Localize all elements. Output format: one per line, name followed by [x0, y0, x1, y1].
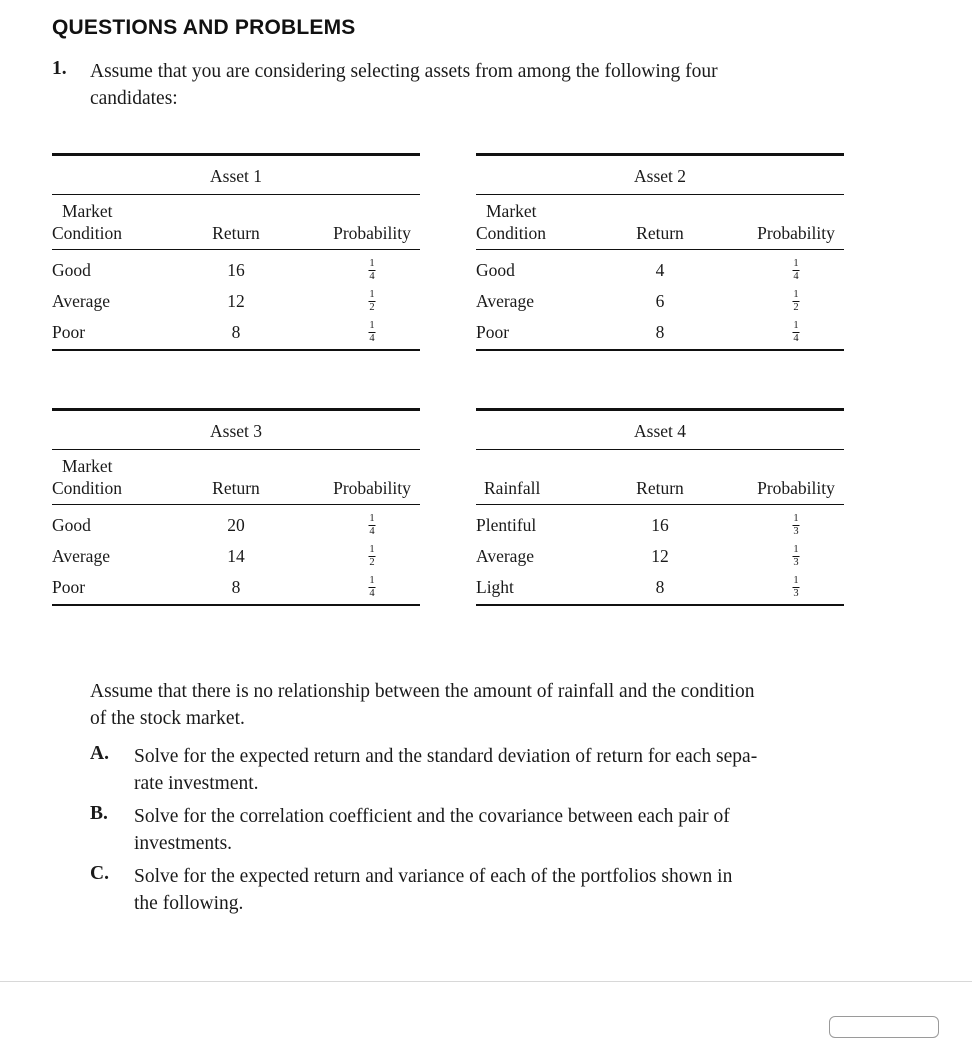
table-top-rule [476, 153, 844, 156]
row-probability [369, 514, 376, 537]
row-condition: Poor [52, 322, 86, 342]
prob-denominator: 3 [793, 526, 799, 537]
prob-denominator: 4 [369, 271, 375, 282]
prob-denominator: 4 [793, 333, 799, 344]
row-probability [793, 290, 800, 313]
row-condition: Good [476, 260, 515, 280]
row-condition: Average [52, 291, 110, 311]
assumption-line2: of the stock market. [90, 708, 245, 729]
row-probability [369, 576, 376, 599]
part-label-c: C. [90, 863, 109, 884]
header-rule [52, 504, 420, 505]
row-return: 6 [655, 291, 665, 311]
col-header-return: Return [636, 478, 684, 498]
prob-numerator: 1 [369, 289, 375, 300]
prob-numerator: 1 [793, 289, 799, 300]
col-header-probability: Probability [757, 223, 835, 243]
table-title: Asset 1 [209, 166, 263, 186]
prob-denominator: 2 [369, 302, 375, 313]
part-label-b: B. [90, 803, 108, 824]
table-bottom-rule [52, 349, 420, 351]
prob-denominator: 3 [793, 557, 799, 568]
table-title-rule [52, 194, 420, 195]
col-header-condition-line1: Market [62, 201, 113, 221]
prob-numerator: 1 [369, 320, 375, 331]
row-return: 8 [655, 322, 665, 342]
part-c-line2: the following. [134, 893, 244, 914]
prob-numerator: 1 [369, 544, 375, 555]
col-header-rainfall: Rainfall [484, 478, 541, 498]
col-header-return: Return [212, 478, 260, 498]
prob-denominator: 2 [793, 302, 799, 313]
prob-numerator: 1 [793, 258, 799, 269]
row-condition: Good [52, 260, 91, 280]
row-condition: Light [476, 577, 514, 597]
part-c-line1: Solve for the expected return and variance of each of the portfolios shown in [134, 866, 733, 887]
col-header-condition-line2: Condition [52, 478, 123, 498]
row-probability [369, 259, 376, 282]
col-header-return: Return [212, 223, 260, 243]
asset-table-4 [476, 408, 844, 608]
table-title-rule [476, 449, 844, 450]
table-title: Asset 4 [633, 421, 687, 441]
prob-denominator: 4 [369, 333, 375, 344]
footer-divider [0, 981, 972, 982]
part-b-line1: Solve for the correlation coefficient and the covariance between each pair of [134, 806, 730, 827]
table-title: Asset 2 [633, 166, 687, 186]
header-rule [52, 249, 420, 250]
row-return: 8 [231, 322, 241, 342]
header-rule [476, 504, 844, 505]
row-return: 12 [651, 546, 669, 566]
table-bottom-rule [476, 349, 844, 351]
prob-denominator: 4 [369, 588, 375, 599]
row-condition: Plentiful [476, 515, 537, 535]
table-top-rule [52, 408, 420, 411]
col-header-condition-line2: Condition [476, 223, 547, 243]
part-c-text [134, 863, 844, 917]
row-return: 4 [655, 260, 665, 280]
row-probability [369, 545, 376, 568]
table-title: Asset 3 [209, 421, 263, 441]
part-label-a: A. [90, 743, 109, 764]
col-header-probability: Probability [757, 478, 835, 498]
prob-numerator: 1 [793, 320, 799, 331]
col-header-probability: Probability [333, 223, 411, 243]
question-intro-line2: candidates: [90, 88, 178, 109]
row-return: 14 [227, 546, 245, 566]
row-condition: Poor [52, 577, 86, 597]
part-b-line2: investments. [134, 833, 233, 854]
col-header-probability: Probability [333, 478, 411, 498]
prob-denominator: 3 [793, 588, 799, 599]
question-intro-line1: Assume that you are considering selecting assets from among the following four [90, 61, 718, 82]
table-title-rule [52, 449, 420, 450]
row-probability [369, 290, 376, 313]
col-header-condition-line1: Market [62, 456, 113, 476]
prob-numerator: 1 [369, 513, 375, 524]
row-condition: Average [52, 546, 110, 566]
table-title-rule [476, 194, 844, 195]
row-probability [369, 321, 376, 344]
row-probability [793, 545, 800, 568]
row-return: 16 [227, 260, 245, 280]
row-return: 16 [651, 515, 669, 535]
col-header-condition-line2: Condition [52, 223, 123, 243]
assumption-paragraph [90, 678, 844, 732]
prob-denominator: 4 [369, 526, 375, 537]
row-condition: Average [476, 546, 534, 566]
table-bottom-rule [52, 604, 420, 606]
prob-numerator: 1 [369, 258, 375, 269]
row-condition: Good [52, 515, 91, 535]
asset-table-3 [52, 408, 420, 608]
part-b-text [134, 803, 844, 857]
question-number: 1. [52, 58, 67, 79]
corner-button[interactable] [829, 1016, 939, 1038]
row-probability [793, 259, 800, 282]
prob-numerator: 1 [793, 513, 799, 524]
row-return: 8 [655, 577, 665, 597]
row-condition: Average [476, 291, 534, 311]
table-top-rule [52, 153, 420, 156]
row-return: 20 [227, 515, 245, 535]
section-heading: QUESTIONS AND PROBLEMS [52, 16, 356, 39]
asset-table-1 [52, 153, 420, 353]
row-probability [793, 576, 800, 599]
row-return: 12 [227, 291, 245, 311]
prob-numerator: 1 [793, 575, 799, 586]
row-return: 8 [231, 577, 241, 597]
table-top-rule [476, 408, 844, 411]
table-bottom-rule [476, 604, 844, 606]
col-header-return: Return [636, 223, 684, 243]
prob-numerator: 1 [369, 575, 375, 586]
row-probability [793, 321, 800, 344]
part-a-text [134, 743, 844, 797]
assumption-line1: Assume that there is no relationship between the amount of rainfall and the condition [90, 681, 755, 702]
question-intro [90, 58, 844, 112]
col-header-condition-line1: Market [486, 201, 537, 221]
header-rule [476, 249, 844, 250]
prob-denominator: 4 [793, 271, 799, 282]
part-a-line2: rate investment. [134, 773, 259, 794]
part-a-line1: Solve for the expected return and the standard deviation of return for each sepa- [134, 746, 758, 767]
prob-denominator: 2 [369, 557, 375, 568]
row-probability [793, 514, 800, 537]
row-condition: Poor [476, 322, 510, 342]
asset-table-2 [476, 153, 844, 353]
prob-numerator: 1 [793, 544, 799, 555]
